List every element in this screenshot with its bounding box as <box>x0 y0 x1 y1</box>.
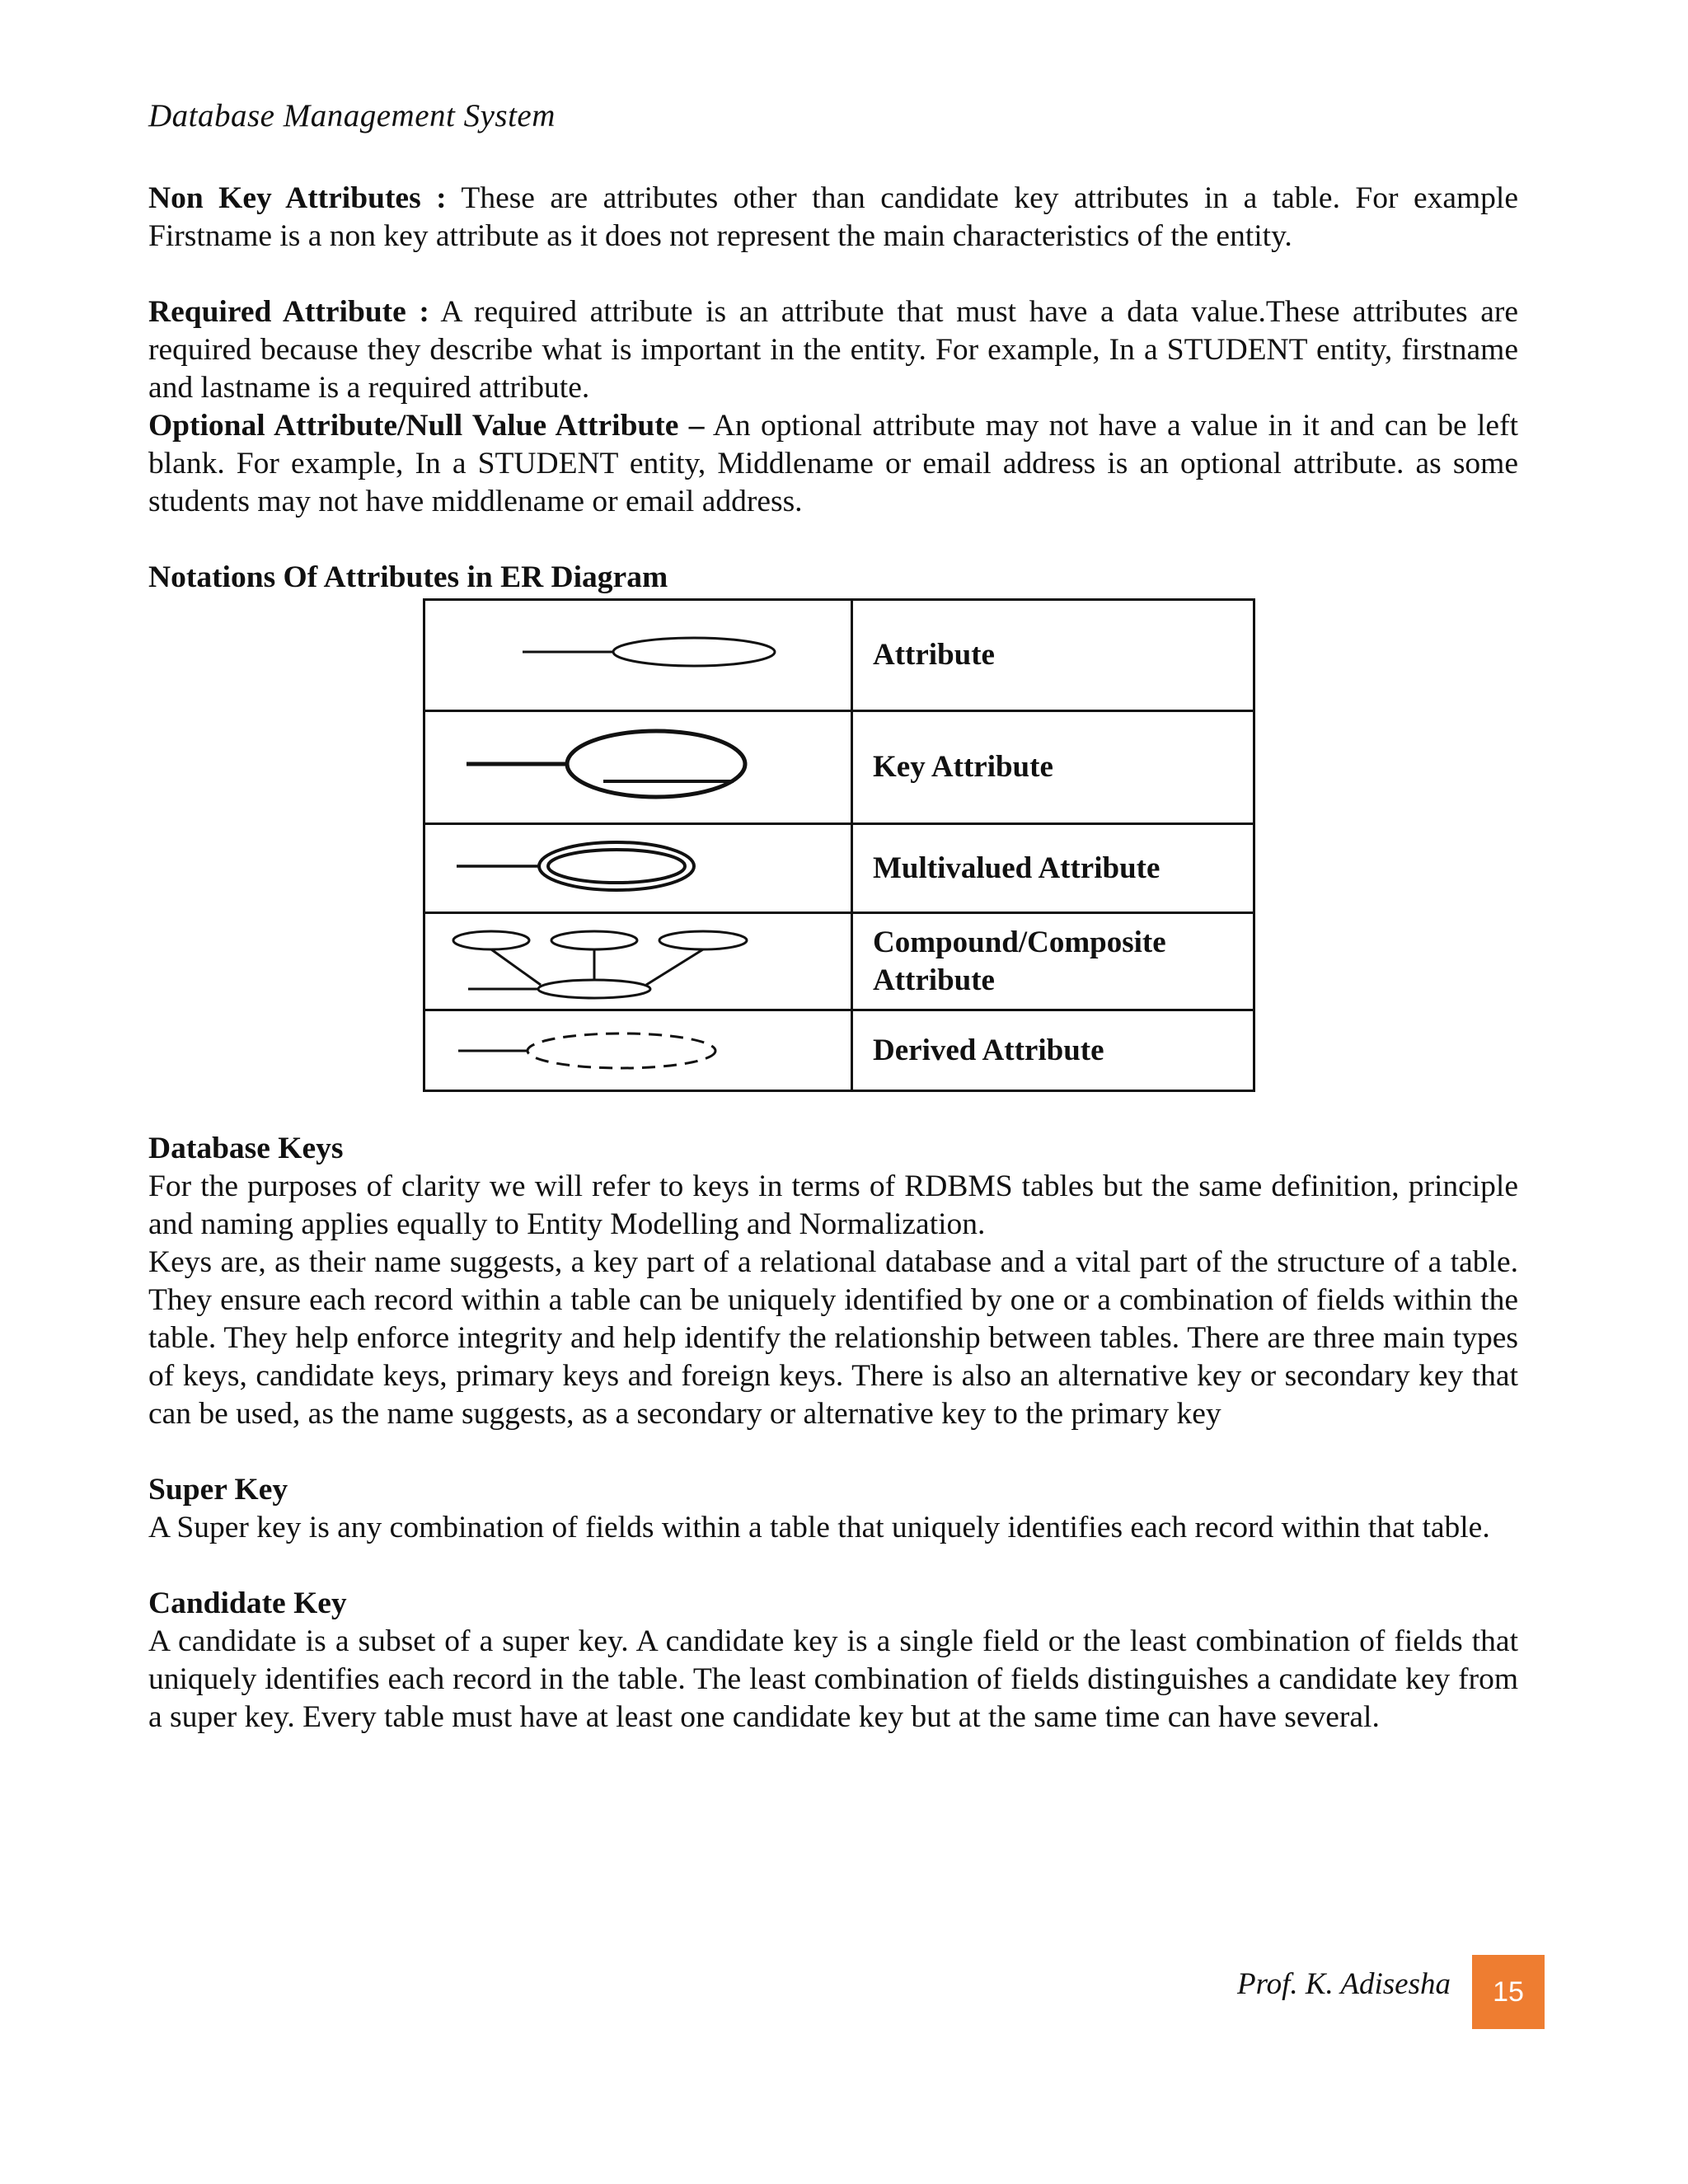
super-key-text: A Super key is any combination of fields within a table that uniquely identifies each record within that table. <box>148 1511 1490 1544</box>
notation-label: Multivalued Attribute <box>852 824 1254 913</box>
optional-term: Optional Attribute/Null Value Attribute – <box>148 409 705 443</box>
dashed-ellipse-derived-symbol <box>425 1011 851 1090</box>
page-body <box>148 180 1518 1736</box>
notation-row <box>424 711 1254 824</box>
double-ellipse-multivalued-symbol <box>425 825 851 912</box>
optional-text: An optional attribute may not have a value in it and can be left blank. For example, In a STUDENT entity, Middlename or email address is an optional attribute. as some students may not have middlename or email address. <box>148 409 1518 518</box>
notation-row <box>424 1010 1254 1091</box>
database-keys-heading: Database Keys <box>148 1132 344 1165</box>
required-paragraph <box>148 293 1518 407</box>
composite-ellipses-symbol <box>425 914 851 1009</box>
notation-label: Derived Attribute <box>852 1010 1254 1091</box>
notation-label: Compound/Composite Attribute <box>852 913 1254 1010</box>
underlined-ellipse-key-symbol <box>425 712 851 823</box>
notation-label: Attribute <box>852 600 1254 711</box>
database-keys-para1: For the purposes of clarity we will refer to keys in terms of RDBMS tables but the same definition, principle and naming applies equally to Entity Modelling and Normalization. <box>148 1169 1518 1241</box>
notation-row <box>424 824 1254 913</box>
notations-table <box>423 598 1255 1092</box>
optional-paragraph <box>148 407 1518 521</box>
ellipse-attribute-symbol <box>425 601 851 710</box>
required-text: A required attribute is an attribute that must have a data value.These attributes are required because they describe what is important in the entity. For example, In a STUDENT entity, firstname and lastname is a required attribute. <box>148 295 1518 405</box>
notation-row <box>424 913 1254 1010</box>
footer-author: Prof. K. Adisesha <box>1236 1967 1451 2001</box>
notation-label: Key Attribute <box>852 711 1254 824</box>
candidate-key-heading: Candidate Key <box>148 1586 347 1620</box>
notations-figure <box>423 598 1518 1092</box>
non-key-text: These are attributes other than candidate key attributes in a table. For example Firstname is a non key attribute as it does not represent the main characteristics of the entity. <box>148 181 1518 253</box>
notation-row <box>424 600 1254 711</box>
super-key-heading: Super Key <box>148 1473 288 1507</box>
non-key-paragraph <box>148 180 1518 255</box>
candidate-key-text: A candidate is a subset of a super key. A candidate key is a single field or the least combination of fields that uniquely identifies each record in the table. The least combination of fields distinguishes a candidate key from a super key. Every table must have at least one candidate key but at the same time can have several. <box>148 1624 1518 1734</box>
database-keys-para2: Keys are, as their name suggests, a key part of a relational database and a vital part of the structure of a table. They ensure each record within a table can be uniquely identified by one or a combination of fields within the table. They help enforce integrity and help identify the relationship between tables. There are three main types of keys, candidate keys, primary keys and foreign keys. There is also an alternative key or secondary key that can be used, as the name suggests, as a secondary or alternative key to the primary key <box>148 1245 1518 1431</box>
required-term: Required Attribute : <box>148 295 429 329</box>
notations-heading: Notations Of Attributes in ER Diagram <box>148 560 668 594</box>
running-header: Database Management System <box>148 98 556 134</box>
page-number-badge: 15 <box>1472 1955 1545 2029</box>
non-key-term: Non Key Attributes : <box>148 181 447 215</box>
